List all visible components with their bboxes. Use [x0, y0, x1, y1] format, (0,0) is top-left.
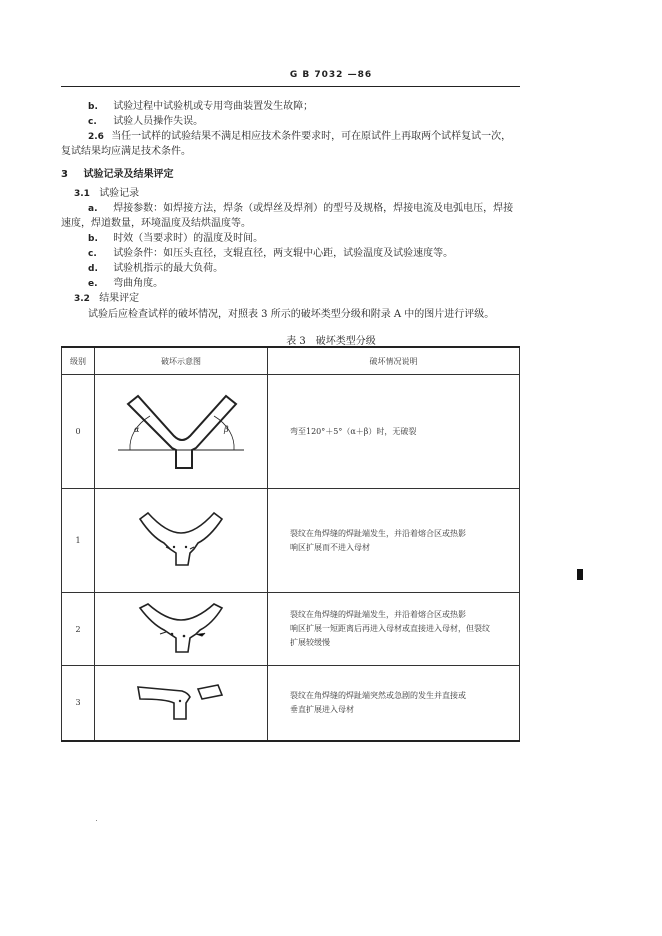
item-b-mark: b. — [88, 102, 98, 112]
description-line: 响区扩展一短距离后再进入母材或直接进入母材，但裂纹 — [290, 624, 490, 633]
table-caption: 表 3 破坏类型分级 — [286, 336, 376, 347]
grade-cell: 3 — [62, 666, 95, 741]
d-text: 试验机指示的最大负荷。 — [113, 263, 224, 274]
grade-cell: 0 — [62, 375, 95, 489]
description-line: 响区扩展而不进入母材 — [290, 542, 370, 552]
description-cell — [268, 593, 520, 666]
description-line: 垂直扩展进入母材 — [290, 704, 354, 714]
list-item-b — [88, 100, 313, 114]
header-grade: 级别 — [62, 347, 95, 375]
grade-1-diagram — [126, 505, 236, 575]
table-row — [62, 593, 520, 666]
description-cell — [268, 666, 520, 741]
clause-3-1-number: 3.1 — [74, 189, 90, 199]
header-rule — [61, 86, 520, 87]
description-line: 弯至120°＋5°（α＋β）时，无破裂 — [290, 426, 417, 436]
grade-cell: 1 — [62, 489, 95, 593]
failure-grade-table — [61, 346, 520, 742]
record-item-e — [88, 277, 163, 291]
description-cell — [268, 489, 520, 593]
scan-speck — [96, 820, 97, 821]
record-item-c — [88, 247, 453, 261]
grade-cell: 2 — [62, 593, 95, 666]
grade-2-diagram — [126, 598, 236, 658]
a-line1: 焊接参数：如焊接方法，焊条（或焊丝及焊剂）的型号及规格，焊接电流及电弧电压，焊接 — [113, 203, 514, 214]
page-header: G B 7032 —86 — [289, 70, 373, 80]
header-diagram: 破坏示意图 — [95, 347, 268, 375]
clause-3-1-heading — [74, 187, 139, 201]
description-line: 裂纹在角焊缝的焊趾端发生，并沿着熔合区或热影 — [290, 528, 466, 538]
b2-mark: b. — [88, 234, 98, 244]
a-mark: a. — [88, 204, 98, 214]
e-mark: e. — [88, 279, 98, 289]
diagram-cell — [95, 593, 268, 666]
c2-mark: c. — [88, 249, 97, 259]
clause-2-6-cont: 复试结果均应满足技术条件。 — [61, 146, 191, 157]
clause-2-6 — [88, 130, 511, 144]
description-line: 裂纹在角焊缝的焊趾端发生，并沿着熔合区或热影 — [290, 610, 466, 619]
clause-3-2-number: 3.2 — [74, 294, 90, 304]
item-b-text: 试验过程中试验机或专用弯曲装置发生故障； — [113, 101, 314, 112]
grade-3-diagram — [126, 677, 236, 727]
diagram-cell — [95, 489, 268, 593]
description-line: 裂纹在角焊缝的焊趾端突然或急剧的发生并直接或 — [290, 690, 466, 700]
grade-0-diagram — [116, 386, 246, 476]
clause-3-1-title: 试验记录 — [99, 188, 140, 199]
section-3-title: 试验记录及结果评定 — [83, 169, 174, 180]
record-item-b — [88, 232, 263, 246]
description-cell — [268, 375, 520, 489]
description-line: 扩展较缓慢 — [290, 638, 330, 647]
clause-3-2-text: 试验后应检查试样的破坏情况，对照表 3 所示的破坏类型分级和附录 A 中的图片进行评级。 — [88, 309, 495, 320]
beta-label: β — [224, 424, 229, 434]
b2-text: 时效（当要求时）的温度及时间。 — [113, 233, 264, 244]
clause-3-2-heading — [74, 292, 139, 306]
alpha-label: α — [134, 424, 140, 434]
clause-2-6-line1: 当任一试样的试验结果不满足相应技术条件要求时，可在原试件上再取两个试样复试一次， — [111, 131, 512, 142]
diagram-cell — [95, 666, 268, 741]
clause-2-6-number: 2.6 — [88, 132, 104, 142]
section-3-number: 3 — [61, 169, 68, 180]
d-mark: d. — [88, 264, 98, 274]
scan-mark — [577, 569, 583, 580]
item-c-text: 试验人员操作失误。 — [113, 116, 204, 127]
table-row — [62, 375, 520, 489]
record-item-d — [88, 262, 223, 276]
record-item-a-cont: 速度，焊道数量，环境温度及结烘温度等。 — [61, 218, 251, 229]
record-item-a — [88, 202, 513, 216]
clause-3-2-title: 结果评定 — [99, 293, 140, 304]
section-3-heading — [61, 168, 173, 182]
table-row — [62, 666, 520, 741]
c2-text: 试验条件：如压头直径，支辊直径，两支辊中心距，试验温度及试验速度等。 — [113, 248, 454, 259]
list-item-c — [88, 115, 203, 129]
table-row — [62, 489, 520, 593]
header-description: 破坏情况说明 — [268, 347, 520, 375]
e-text: 弯曲角度。 — [113, 278, 164, 289]
table-header-row — [62, 347, 520, 375]
diagram-cell — [95, 375, 268, 489]
item-c-mark: c. — [88, 117, 97, 127]
